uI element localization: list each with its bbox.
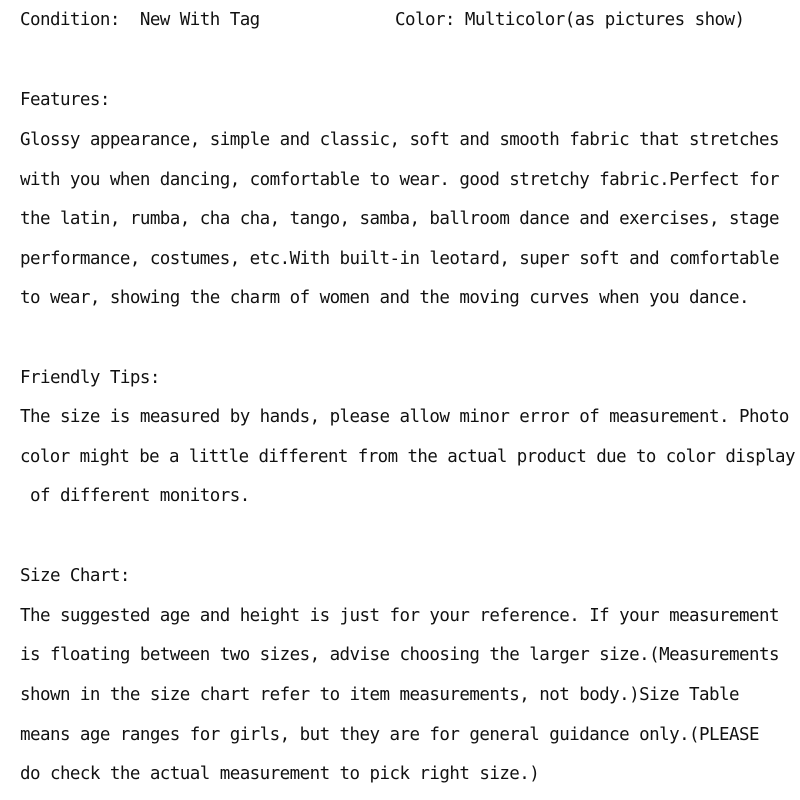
size-chart-line: The suggested age and height is just for your reference. If your measurement [20, 606, 779, 626]
size-chart-line: means age ranges for girls, but they are for general guidance only.(PLEASE [20, 725, 759, 745]
friendly-tips-heading: Friendly Tips: [20, 368, 160, 388]
features-line: Glossy appearance, simple and classic, soft and smooth fabric that stretches [20, 130, 779, 150]
features-heading: Features: [20, 90, 110, 110]
tips-line: of different monitors. [20, 486, 250, 506]
condition-text: Condition: New With Tag [20, 10, 260, 30]
tips-line: color might be a little different from the actual product due to color display [20, 447, 795, 467]
size-chart-line: shown in the size chart refer to item measurements, not body.)Size Table [20, 685, 739, 705]
color-text: Color: Multicolor(as pictures show) [395, 10, 745, 30]
tips-line: The size is measured by hands, please allow minor error of measurement. Photo [20, 407, 789, 427]
features-line: to wear, showing the charm of women and the moving curves when you dance. [20, 288, 749, 308]
features-line: the latin, rumba, cha cha, tango, samba, ballroom dance and exercises, stage [20, 209, 779, 229]
features-line: with you when dancing, comfortable to wear. good stretchy fabric.Perfect for [20, 170, 779, 190]
features-line: performance, costumes, etc.With built-in leotard, super soft and comfortable [20, 249, 779, 269]
size-chart-line: do check the actual measurement to pick right size.) [20, 764, 540, 784]
size-chart-line: is floating between two sizes, advise choosing the larger size.(Measurements [20, 645, 779, 665]
size-chart-heading: Size Chart: [20, 566, 130, 586]
